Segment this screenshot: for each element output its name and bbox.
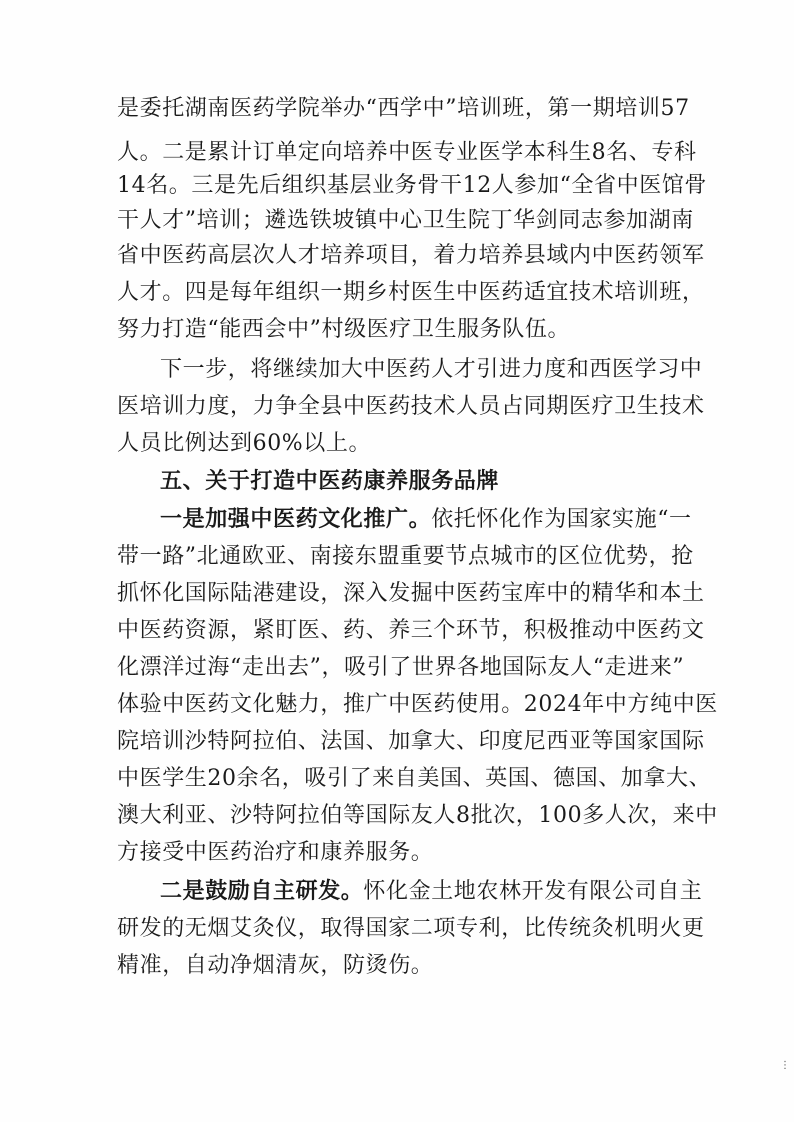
body-line: 14名。三是先后组织基层业务骨干12人参加“全省中医馆骨 xyxy=(117,173,708,198)
paragraph-lead: 一是加强中医药文化推广。 xyxy=(160,507,432,532)
body-line: 医培训力度，力争全县中医药技术人员占同期医疗卫生技术 xyxy=(117,394,705,419)
section-heading: 五、关于打造中医药康养服务品牌 xyxy=(160,469,500,494)
body-line: 人员比例达到60%以上。 xyxy=(117,431,372,456)
body-line: 体验中医药文化魅力，推广中医药使用。2024年中方纯中医 xyxy=(117,692,718,717)
body-line: 人。二是累计订单定向培养中医专业医学本科生8名、专科 xyxy=(117,140,697,165)
body-line: 是委托湖南医药学院举办“西学中”培训班，第一期培训57 xyxy=(117,96,690,121)
body-line: 方接受中医药治疗和康养服务。 xyxy=(117,840,434,865)
body-line: 下一步，将继续加大中医药人才引进力度和西医学习中 xyxy=(160,357,703,382)
paragraph-lead: 二是鼓励自主研发。 xyxy=(160,879,364,904)
body-line: 中医药资源，紧盯医、药、养三个环节，积极推动中医药文 xyxy=(117,618,705,643)
body-line: 中医学生20余名，吸引了来自美国、英国、德国、加拿大、 xyxy=(117,766,712,791)
body-line: 人才。四是每年组织一期乡村医生中医药适宜技术培训班， xyxy=(117,280,705,305)
paragraph-text: 怀化金土地农林开发有限公司自主 xyxy=(363,879,703,904)
body-line: 努力打造“能西会中”村级医疗卫生服务队伍。 xyxy=(117,317,571,342)
paragraph-first-line xyxy=(160,508,692,532)
body-line: 精准，自动净烟清灰，防烫伤。 xyxy=(117,953,434,978)
body-line: 化漂洋过海“走出去”，吸引了世界各地国际友人“走进来” xyxy=(117,655,685,680)
body-line: 带一路”北通欧亚、南接东盟重要节点城市的区位优势，抢 xyxy=(117,544,694,569)
body-line: 抓怀化国际陆港建设，深入发掘中医药宝库中的精华和本土 xyxy=(117,581,705,606)
paragraph-first-line xyxy=(160,880,702,904)
body-line: 研发的无烟艾灸仪，取得国家二项专利，比传统灸机明火更 xyxy=(117,916,705,941)
scan-artifact-mark: ⋮ xyxy=(780,1060,790,1071)
body-line: 干人才”培训；遴选铁坡镇中心卫生院丁华剑同志参加湖南 xyxy=(117,208,694,233)
paragraph-text: 依托怀化作为国家实施“一 xyxy=(431,507,692,532)
body-line: 澳大利亚、沙特阿拉伯等国际友人8批次，100多人次，来中 xyxy=(117,803,718,828)
body-line: 院培训沙特阿拉伯、法国、加拿大、印度尼西亚等国家国际 xyxy=(117,729,705,754)
body-line: 省中医药高层次人才培养项目，着力培养县域内中医药领军 xyxy=(117,243,705,268)
